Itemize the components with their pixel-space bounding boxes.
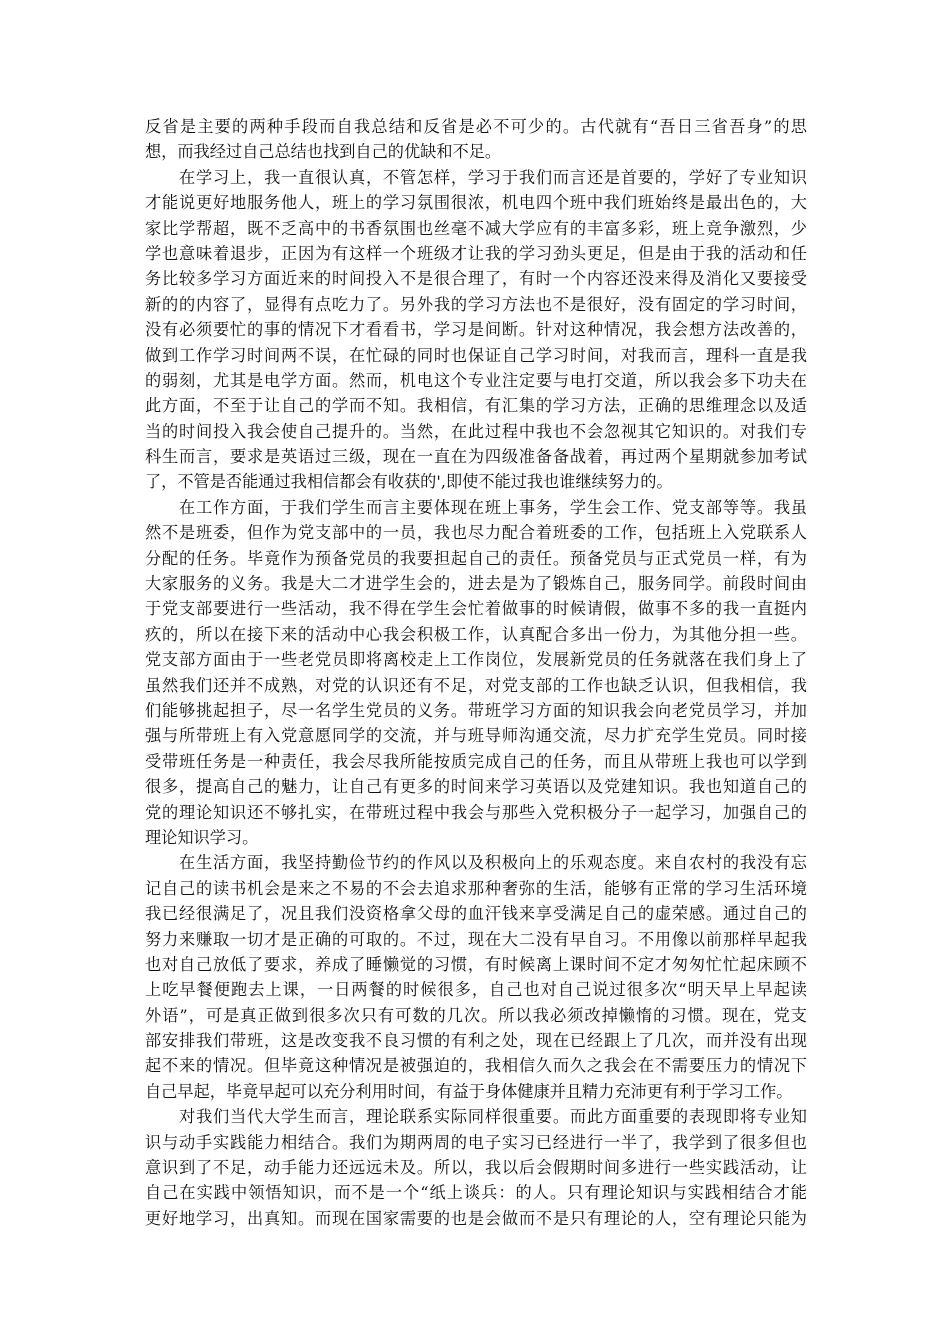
text-line: 虽然我们还并不成熟，对党的认识还有不足，对党支部的工作也缺乏认识，但我相信，我 xyxy=(145,675,807,695)
paragraph xyxy=(145,495,807,850)
text-line: 们能够挑起担子，尽一名学生党员的义务。带班学习方面的知识我会向老党员学习，并加 xyxy=(145,700,807,720)
text-line: 务比较多学习方面近来的时间投入不是很合理了，有时一个内容还没来得及消化又要接受 xyxy=(145,269,807,289)
text-line: 在工作方面，于我们学生而言主要体现在班上事务，学生会工作、党支部等等。我虽 xyxy=(179,497,807,517)
text-line: 外语”，可是真正做到很多次只有可数的几次。所以我必须改掉懒惰的习惯。现在，党支 xyxy=(145,1005,807,1025)
text-line: 自己早起，毕竟早起可以充分利用时间，有益于身体健康并且精力充沛更有利于学习工作。 xyxy=(145,1081,793,1101)
text-line: 也对自己放低了要求，养成了睡懒觉的习惯，有时候离上课时间不定才匆匆忙忙起床顾不 xyxy=(145,954,807,974)
text-line: 部安排我们带班，这是改变我不良习惯的有利之处，现在已经跟上了几次，而并没有出现 xyxy=(145,1031,807,1051)
text-line: 很多，提高自己的魅力，让自己有更多的时间来学习英语以及党建知识。我也知道自己的 xyxy=(145,777,807,797)
text-line: 没有必须要忙的事的情况下才看看书，学习是间断。针对这种情况，我会想方法改善的， xyxy=(145,320,807,340)
text-line: 想，而我经过自己总结也找到自己的优缺和不足。 xyxy=(145,142,502,162)
text-line: 强与所带班上有入党意愿同学的交流，并与班导师沟通交流，尽力扩充学生党员。同时接 xyxy=(145,726,807,746)
text-line: 此方面，不至于让自己的学而不知。我相信，有汇集的学习方法，正确的思维理念以及适 xyxy=(145,396,807,416)
text-line: 了，不管是否能通过我相信都会有收获的',即使不能过我也谁继续努力的。 xyxy=(145,472,673,492)
text-line: 起不来的情况。但毕竟这种情况是被强迫的，我相信久而久之我会在不需要压力的情况下 xyxy=(145,1056,807,1076)
text-line: 自己在实践中领悟知识，而不是一个“纸上谈兵：的人。只有理论知识与实践相结合才能 xyxy=(145,1183,807,1203)
text-line: 于党支部要进行一些活动，我不得在学生会忙着做事的时候请假，做事不多的我一直挺内 xyxy=(145,599,807,619)
text-line: 的弱刻，尤其是电学方面。然而，机电这个专业注定要与电打交道，所以我会多下功夫在 xyxy=(145,370,807,390)
text-line: 我已经很满足了，况且我们没资格拿父母的血汗钱来享受满足自己的虚荣感。通过自己的 xyxy=(145,904,807,924)
text-line: 意识到了不足，动手能力还远远未及。所以，我以后会假期时间多进行一些实践活动，让 xyxy=(145,1158,807,1178)
text-line: 当的时间投入我会使自己提升的。当然，在此过程中我也不会忽视其它知识的。对我们专 xyxy=(145,421,807,441)
text-line: 更好地学习，出真知。而现在国家需要的也是会做而不是只有理论的人，空有理论只能为 xyxy=(145,1208,807,1228)
text-line: 上吃早餐便跑去上课，一日两餐的时候很多，自己也对自己说过很多次“明天早上早起读 xyxy=(145,980,807,1000)
text-line: 在学习上，我一直很认真，不管怎样，学习于我们而言还是首要的，学好了专业知识 xyxy=(179,167,807,187)
text-line: 在生活方面，我坚持勤俭节约的作风以及积极向上的乐观态度。来自农村的我没有忘 xyxy=(179,853,807,873)
text-line: 学也意味着退步，正因为有这样一个班级才让我的学习劲头更足，但是由于我的活动和任 xyxy=(145,243,807,263)
text-line: 党支部方面由于一些老党员即将离校走上工作岗位，发展新党员的任务就落在我们身上了 xyxy=(145,650,807,670)
text-line: 理论知识学习。 xyxy=(145,827,259,847)
text-line: 识与动手实践能力相结合。我们为期两周的电子实习已经进行一半了，我学到了很多但也 xyxy=(145,1132,807,1152)
text-line: 大家服务的义务。我是大二才进学生会的，进去是为了锻炼自己，服务同学。前段时间由 xyxy=(145,574,807,594)
paragraph xyxy=(145,1104,807,1231)
body-text xyxy=(145,114,807,1231)
text-line: 新的的内容了，显得有点吃力了。另外我的学习方法也不是很好，没有固定的学习时间， xyxy=(145,294,807,314)
text-line: 分配的任务。毕竟作为预备党员的我要担起自己的责任。预备党员与正式党员一样，有为 xyxy=(145,548,807,568)
text-line: 记自己的读书机会是来之不易的不会去追求那种奢弥的生活，能够有正常的学习生活环境 xyxy=(145,878,807,898)
text-line: 反省是主要的两种手段而自我总结和反省是必不可少的。古代就有“吾日三省吾身”的思 xyxy=(145,117,807,136)
text-line: 对我们当代大学生而言，理论联系实际同样很重要。而此方面重要的表现即将专业知 xyxy=(179,1107,807,1127)
text-line: 然不是班委，但作为党支部中的一员，我也尽力配合着班委的工作，包括班上入党联系人 xyxy=(145,523,807,543)
text-line: 努力来赚取一切才是正确的可取的。不过，现在大二没有早自习。不用像以前那样早起我 xyxy=(145,929,807,949)
text-line: 做到工作学习时间两不误，在忙碌的同时也保证自己学习时间，对我而言，理科一直是我 xyxy=(145,345,807,365)
text-line: 受带班任务是一种责任，我会尽我所能按质完成自己的任务，而且从带班上我也可以学到 xyxy=(145,751,807,771)
paragraph xyxy=(145,165,807,495)
paragraph xyxy=(145,114,807,165)
text-line: 才能说更好地服务他人，班上的学习氛围很浓，机电四个班中我们班始终是最出色的，大 xyxy=(145,193,807,213)
text-line: 家比学帮超，既不乏高中的书香氛围也丝毫不减大学应有的丰富多彩，班上竞争激烈，少 xyxy=(145,218,807,238)
text-line: 党的理论知识还不够扎实，在带班过程中我会与那些入党积极分子一起学习，加强自己的 xyxy=(145,802,807,822)
text-line: 疚的，所以在接下来的活动中心我会积极工作，认真配合多出一份力，为其他分担一些。 xyxy=(145,624,807,644)
text-line: 科生而言，要求是英语过三级，现在一直在为四级准备备战着，再过两个星期就参加考试 xyxy=(145,447,807,467)
paragraph xyxy=(145,850,807,1104)
